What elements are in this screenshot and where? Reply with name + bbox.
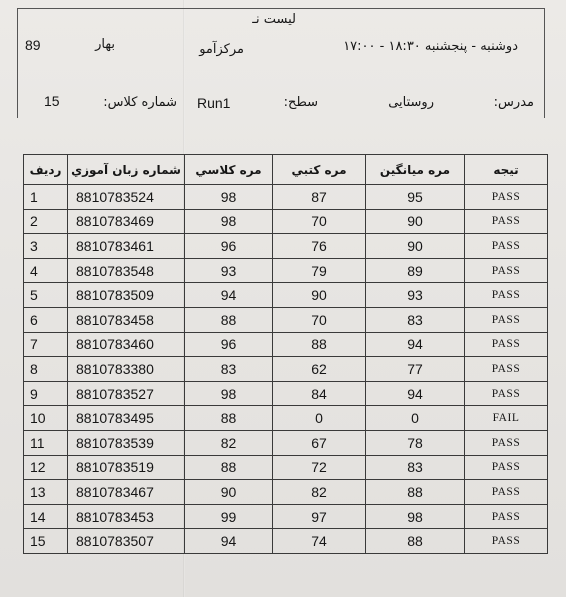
term-code: 89 bbox=[25, 37, 41, 53]
student-id-cell: 8810783548 bbox=[68, 258, 185, 283]
row-number-cell: 13 bbox=[24, 480, 68, 505]
header-class-grade: مره كلاسي bbox=[185, 155, 273, 185]
row-number-cell: 15 bbox=[24, 529, 68, 554]
table-row bbox=[24, 406, 548, 431]
student-id-cell: 8810783495 bbox=[68, 406, 185, 431]
table-row bbox=[24, 455, 548, 480]
header-student-id: شماره زبان آموزي bbox=[68, 155, 185, 185]
average-grade-cell: 95 bbox=[366, 185, 465, 210]
table-row bbox=[24, 185, 548, 210]
table-row bbox=[24, 307, 548, 332]
student-id-cell: 8810783461 bbox=[68, 234, 185, 259]
table-row bbox=[24, 332, 548, 357]
list-title: لیست نـ bbox=[252, 12, 296, 27]
row-number-cell: 12 bbox=[24, 455, 68, 480]
result-cell: PASS bbox=[465, 430, 548, 455]
average-grade-cell: 88 bbox=[366, 480, 465, 505]
written-grade-cell: 90 bbox=[273, 283, 366, 308]
average-grade-cell: 83 bbox=[366, 455, 465, 480]
class-schedule: دوشنبه - پنجشنبه ۱۸:۳۰ - ۱۷:۰۰ bbox=[343, 39, 518, 54]
written-grade-cell: 82 bbox=[273, 480, 366, 505]
written-grade-cell: 84 bbox=[273, 381, 366, 406]
result-cell: PASS bbox=[465, 332, 548, 357]
written-grade-cell: 70 bbox=[273, 307, 366, 332]
class-grade-cell: 94 bbox=[185, 283, 273, 308]
average-grade-cell: 93 bbox=[366, 283, 465, 308]
average-grade-cell: 78 bbox=[366, 430, 465, 455]
class-grade-cell: 96 bbox=[185, 234, 273, 259]
student-id-cell: 8810783453 bbox=[68, 504, 185, 529]
header-average-grade: مره ميانگين bbox=[366, 155, 465, 185]
row-number-cell: 2 bbox=[24, 209, 68, 234]
table-row bbox=[24, 357, 548, 382]
written-grade-cell: 62 bbox=[273, 357, 366, 382]
student-id-cell: 8810783460 bbox=[68, 332, 185, 357]
result-cell: PASS bbox=[465, 529, 548, 554]
row-number-cell: 7 bbox=[24, 332, 68, 357]
table-row bbox=[24, 529, 548, 554]
class-grade-cell: 90 bbox=[185, 480, 273, 505]
average-grade-cell: 94 bbox=[366, 381, 465, 406]
table-row bbox=[24, 209, 548, 234]
result-cell: PASS bbox=[465, 455, 548, 480]
table-row bbox=[24, 283, 548, 308]
table-header-row bbox=[24, 155, 548, 185]
result-cell: PASS bbox=[465, 283, 548, 308]
average-grade-cell: 90 bbox=[366, 209, 465, 234]
row-number-cell: 9 bbox=[24, 381, 68, 406]
average-grade-cell: 90 bbox=[366, 234, 465, 259]
average-grade-cell: 83 bbox=[366, 307, 465, 332]
written-grade-cell: 88 bbox=[273, 332, 366, 357]
level-label: سطح: bbox=[283, 95, 318, 110]
table-row bbox=[24, 504, 548, 529]
written-grade-cell: 67 bbox=[273, 430, 366, 455]
written-grade-cell: 76 bbox=[273, 234, 366, 259]
student-id-cell: 8810783509 bbox=[68, 283, 185, 308]
average-grade-cell: 88 bbox=[366, 529, 465, 554]
student-id-cell: 8810783469 bbox=[68, 209, 185, 234]
header-row-number: ردیف bbox=[24, 155, 68, 185]
student-id-cell: 8810783507 bbox=[68, 529, 185, 554]
table-row bbox=[24, 381, 548, 406]
average-grade-cell: 89 bbox=[366, 258, 465, 283]
center-name: مرکزآمو bbox=[199, 42, 244, 57]
class-grade-cell: 88 bbox=[185, 307, 273, 332]
result-cell: PASS bbox=[465, 480, 548, 505]
result-cell: PASS bbox=[465, 209, 548, 234]
class-grade-cell: 88 bbox=[185, 406, 273, 431]
class-grade-cell: 94 bbox=[185, 529, 273, 554]
table-row bbox=[24, 430, 548, 455]
result-cell: PASS bbox=[465, 307, 548, 332]
written-grade-cell: 87 bbox=[273, 185, 366, 210]
average-grade-cell: 98 bbox=[366, 504, 465, 529]
class-grade-cell: 98 bbox=[185, 185, 273, 210]
student-id-cell: 8810783519 bbox=[68, 455, 185, 480]
header-written-grade: مره كتبي bbox=[273, 155, 366, 185]
row-number-cell: 8 bbox=[24, 357, 68, 382]
table-row bbox=[24, 480, 548, 505]
branch-name: روستایی bbox=[388, 95, 434, 110]
result-cell: PASS bbox=[465, 504, 548, 529]
table-body bbox=[24, 185, 548, 554]
row-number-cell: 4 bbox=[24, 258, 68, 283]
result-cell: FAIL bbox=[465, 406, 548, 431]
class-number: 15 bbox=[44, 93, 60, 109]
row-number-cell: 3 bbox=[24, 234, 68, 259]
class-grade-cell: 83 bbox=[185, 357, 273, 382]
average-grade-cell: 77 bbox=[366, 357, 465, 382]
student-id-cell: 8810783458 bbox=[68, 307, 185, 332]
class-grade-cell: 98 bbox=[185, 381, 273, 406]
grades-table bbox=[23, 154, 548, 554]
student-id-cell: 8810783467 bbox=[68, 480, 185, 505]
row-number-cell: 11 bbox=[24, 430, 68, 455]
class-grade-cell: 99 bbox=[185, 504, 273, 529]
average-grade-cell: 0 bbox=[366, 406, 465, 431]
student-id-cell: 8810783527 bbox=[68, 381, 185, 406]
table-row bbox=[24, 234, 548, 259]
written-grade-cell: 70 bbox=[273, 209, 366, 234]
class-grade-cell: 93 bbox=[185, 258, 273, 283]
written-grade-cell: 97 bbox=[273, 504, 366, 529]
student-id-cell: 8810783539 bbox=[68, 430, 185, 455]
header-result: تيجه bbox=[465, 155, 548, 185]
row-number-cell: 5 bbox=[24, 283, 68, 308]
result-cell: PASS bbox=[465, 185, 548, 210]
table-row bbox=[24, 258, 548, 283]
class-grade-cell: 88 bbox=[185, 455, 273, 480]
student-id-cell: 8810783380 bbox=[68, 357, 185, 382]
class-grade-cell: 98 bbox=[185, 209, 273, 234]
row-number-cell: 14 bbox=[24, 504, 68, 529]
teacher-label: مدرس: bbox=[493, 95, 534, 110]
written-grade-cell: 74 bbox=[273, 529, 366, 554]
written-grade-cell: 79 bbox=[273, 258, 366, 283]
result-cell: PASS bbox=[465, 381, 548, 406]
class-number-label: شماره کلاس: bbox=[103, 95, 177, 110]
average-grade-cell: 94 bbox=[366, 332, 465, 357]
row-number-cell: 1 bbox=[24, 185, 68, 210]
result-cell: PASS bbox=[465, 357, 548, 382]
season: بهار bbox=[95, 37, 115, 52]
row-number-cell: 10 bbox=[24, 406, 68, 431]
class-grade-cell: 82 bbox=[185, 430, 273, 455]
result-cell: PASS bbox=[465, 234, 548, 259]
class-grade-cell: 96 bbox=[185, 332, 273, 357]
level-value: Run1 bbox=[197, 95, 231, 111]
written-grade-cell: 0 bbox=[273, 406, 366, 431]
result-cell: PASS bbox=[465, 258, 548, 283]
row-number-cell: 6 bbox=[24, 307, 68, 332]
student-id-cell: 8810783524 bbox=[68, 185, 185, 210]
written-grade-cell: 72 bbox=[273, 455, 366, 480]
